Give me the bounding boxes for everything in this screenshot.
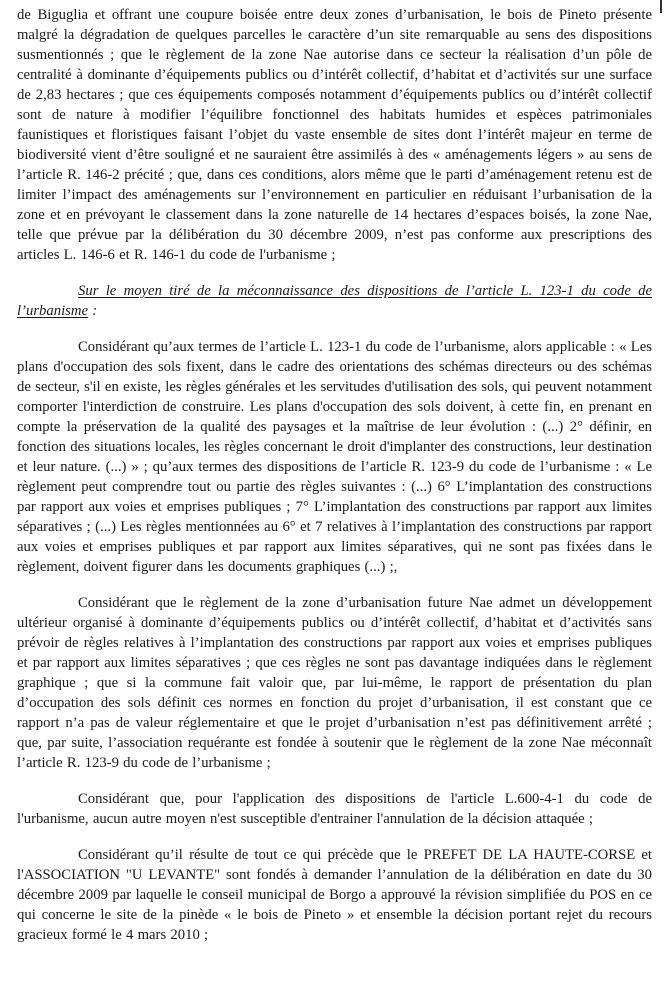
paragraph-continuation: de Biguglia et offrant une coupure boisée entre deux zones d’urbanisation, le bois de Pineto présente malgré la dégradation de quelques parcelles le caractère d’un site remarquable au sens des dispositions susmentionnés ; que le règlement de la zone Nae autorise dans ce secteur la réalisation d’un pôle de centralité à dominante d’équipements publics ou d’intérêt collectif, d’habitat et d’activités sur une surface de 2,83 hectares ; que ces équipements composés notamment d’équipements publics ou d’intérêt collectif sont de nature à modifier l’équilibre fonctionnel des habitats humides et espèces patrimoniales faunistiques et floristiques faisant l’objet du vaste ensemble de sites dont l’intérêt majeur en terme de biodiversité vient d’être souligné et ne sauraient être assimilés à des « aménagements légers » au sens de l’article R. 146-2 précité ; que, dans ces conditions, alors même que le parti d’aménagement retenu est de limiter l’impact des aménagements sur l’environnement en particulier en réduisant l’urbanisation de la zone et en prévoyant le classement dans la zone naturelle de 14 hectares d’espaces boisés, la zone Nae, telle que prévue par la délibération du 30 décembre 2009, n’est pas conforme aux prescriptions des articles L. 146-6 et R. 146-1 du code de l'urbanisme ;	[17, 7, 652, 263]
paragraph-considerant-zone-nae: Considérant que le règlement de la zone d’urbanisation future Nae admet un développement ultérieur organisé à dominante d’équipements publics ou d’intérêt collectif, d’habitat et d’activités sans prévoir de règles relatives à l’implantation des constructions par rapport aux voies et emprises publiques et par rapport aux limites séparatives ; que ces règles ne sont pas davantage indiquées dans le règlement graphique ; que si la commune fait valoir que, par lui-même, le rapport de présentation du plan d’occupation des sols définit ces normes en fonction du projet d’urbanisation, il est constant que ce rapport n’a pas de valeur réglementaire et que le projet d’urbanisation n’est pas définitivement arrêté ; que, par suite, l’association requérante est fondée à soutenir que le règlement de la zone Nae méconnaît l’article R. 123-9 du code de l’urbanisme ;	[17, 595, 652, 771]
section-heading-underlined-text: Sur le moyen tiré de la méconnaissance des dispositions de l’article L. 123-1 du code de l’urbanisme	[17, 283, 652, 319]
paragraph-considerant-article-l123-1: Considérant qu’aux termes de l’article L. 123-1 du code de l’urbanisme, alors applicable : « Les plans d'occupation des sols fixent, dans le cadre des orientations des schémas directeurs ou des schémas de secteur, s'il en existe, les règles générales et les servitudes d'utilisation des sols, qui peuvent notamment comporter l'interdiction de construire. Les plans d'occupation des sols doivent, à cette fin, en prenant en compte la préservation de la qualité des paysages et la maîtrise de leur évolution : (...) 2° définir, en fonction des situations locales, les règles concernant le droit d'implanter des constructions, leur destination et leur nature. (...) » ; qu’aux termes des dispositions de l’article R. 123-9 du code de l’urbanisme : « Le règlement peut comprendre tout ou partie des règles suivantes : (...) 6° L’implantation des constructions par rapport aux voies et emprises publiques ; 7° L’implantation des constructions par rapport aux limites séparatives ; (...) Les règles mentionnées au 6° et 7 relatives à l’implantation des constructions par rapport aux voies et emprises publiques et par rapport aux limites séparatives, qui ne sont pas fixées dans le règlement, doivent figurer dans les documents graphiques (...) ;,	[17, 339, 652, 575]
paragraph-considerant-conclusion: Considérant qu’il résulte de tout ce qui précède que le PREFET DE LA HAUTE-CORSE et l'ASSOCIATION "U LEVANTE" sont fondés à demander l’annulation de la délibération en date du 30 décembre 2009 par laquelle le conseil municipal de Borgo a approuvé la révision simplifiée du POS en ce qui concerne le site de la pinède « le bois de Pineto » et ensemble la décision portant rejet du recours gracieux formé le 4 mars 2010 ;	[17, 847, 652, 943]
section-heading-colon: :	[88, 303, 98, 319]
paragraph-considerant-article-l600-4-1: Considérant que, pour l'application des dispositions de l'article L.600-4-1 du code de l'urbanisme, aucun autre moyen n'est susceptible d'entrainer l'annulation de la décision attaquée ;	[17, 791, 652, 827]
section-heading	[17, 281, 652, 321]
scan-artifact-mark	[660, 0, 662, 13]
